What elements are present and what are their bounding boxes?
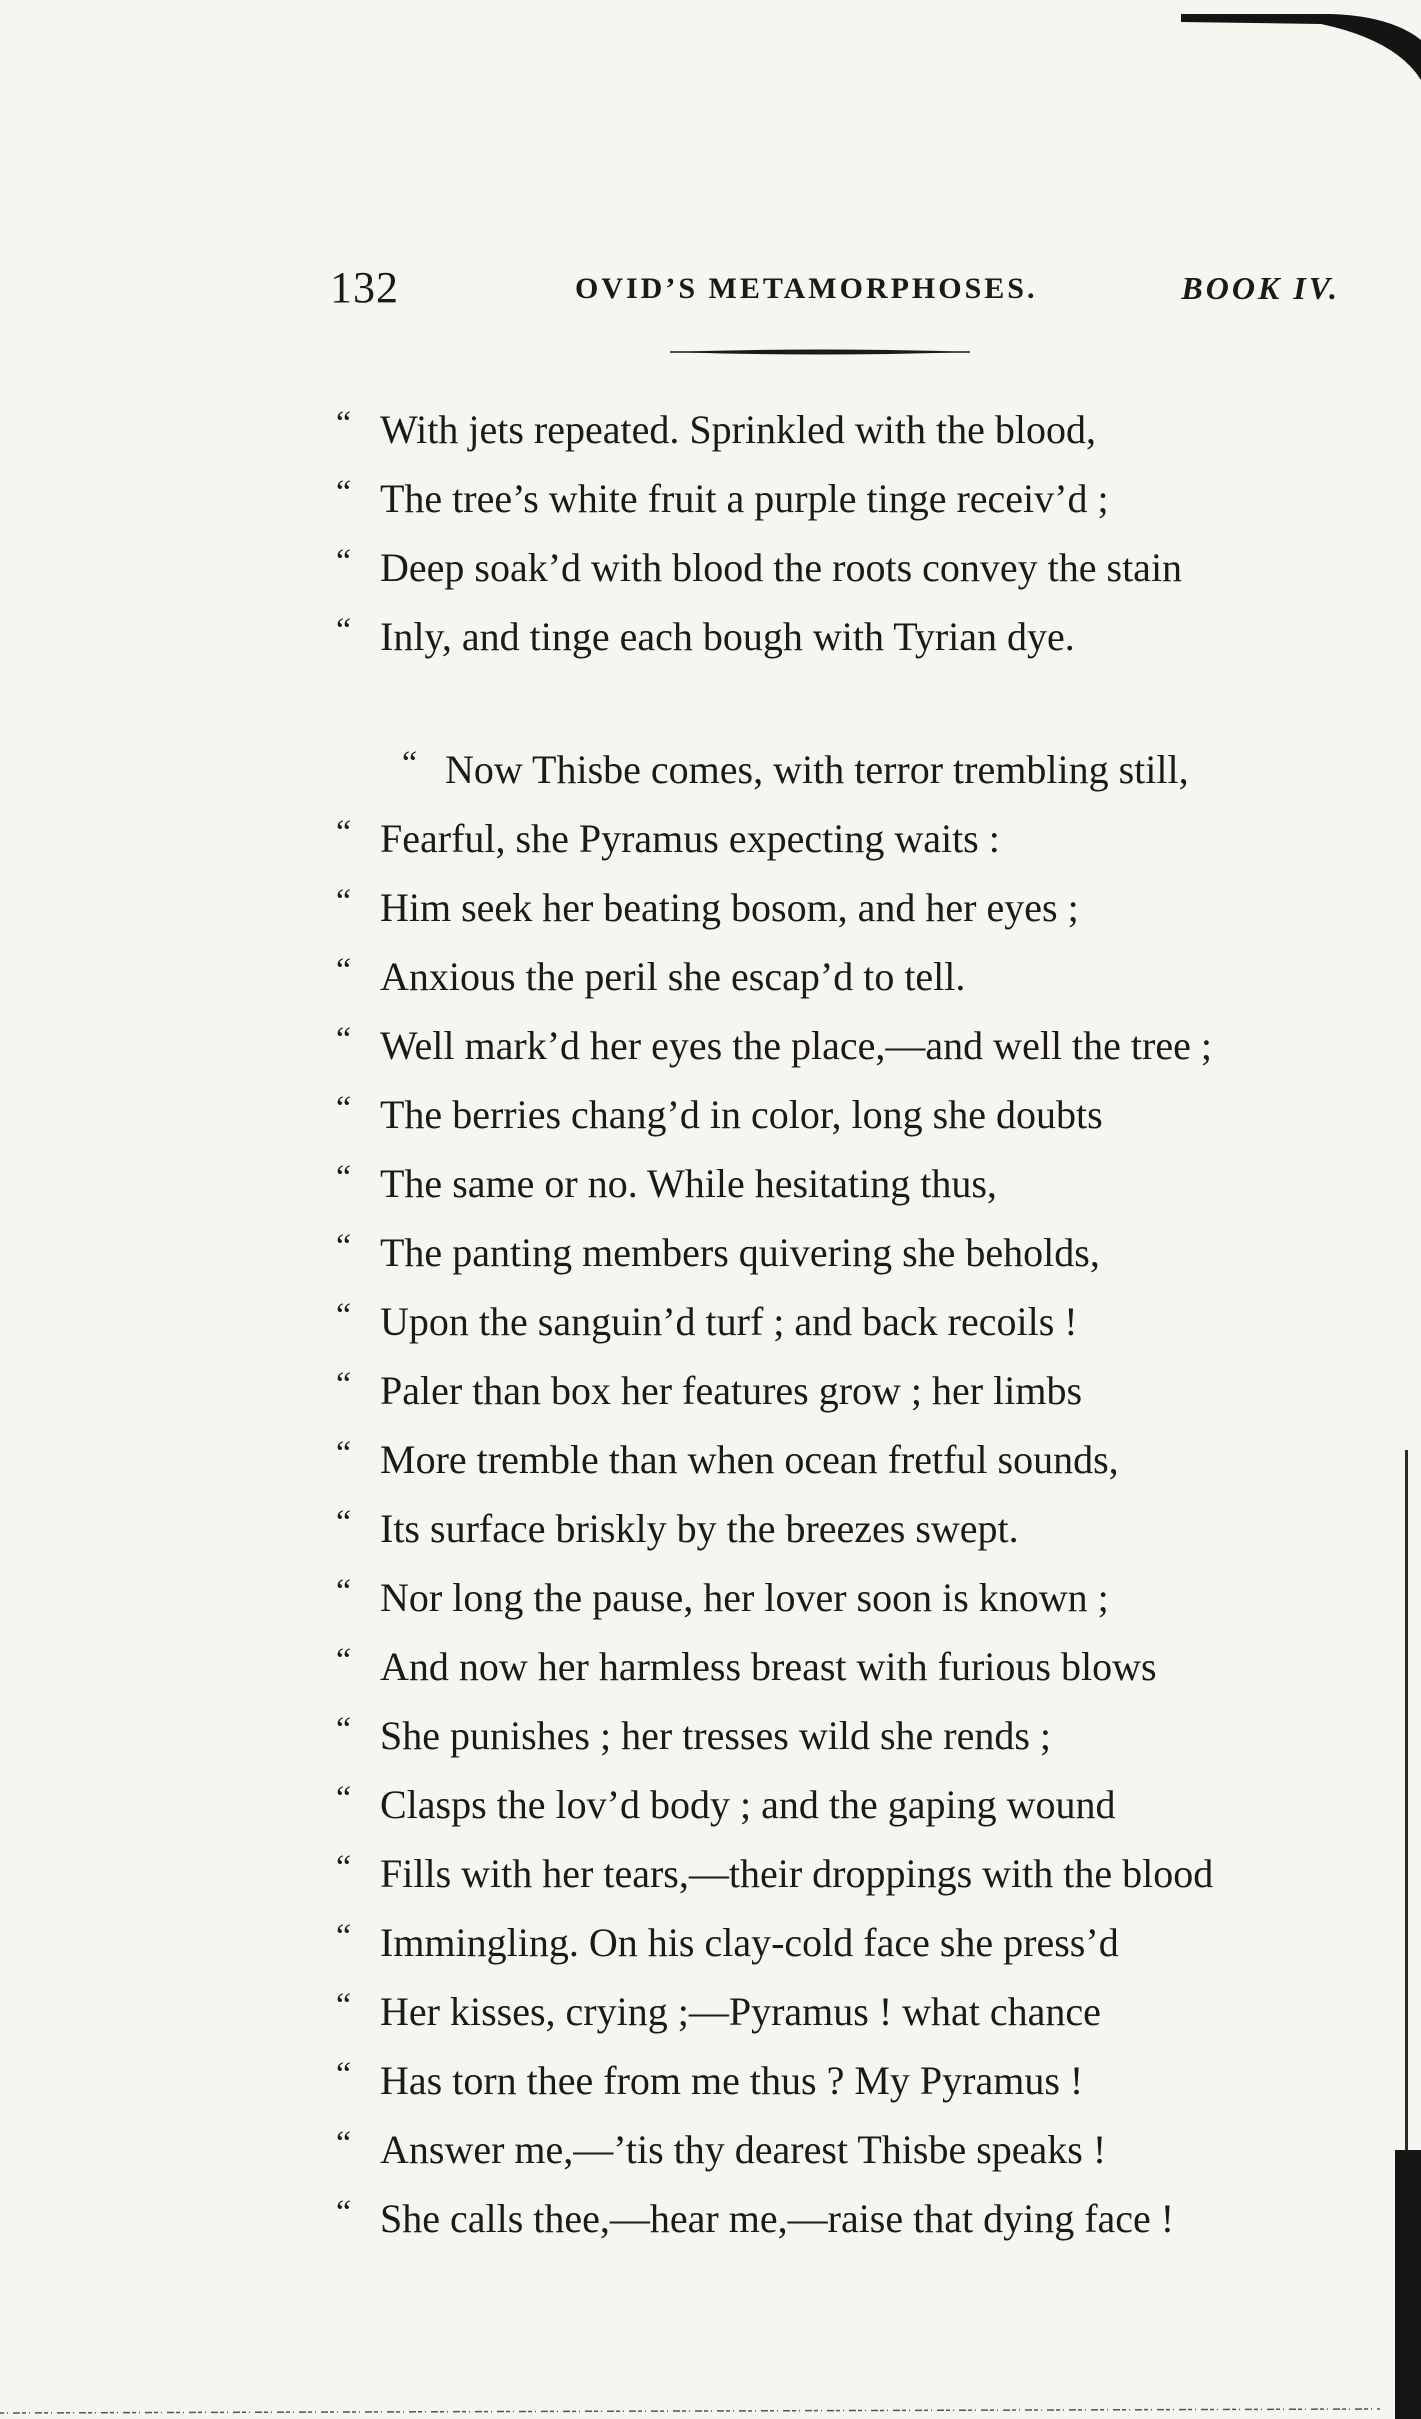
poem-line-text: Nor long the pause, her lover soon is known ; — [380, 1575, 1109, 1620]
poem-line-text: Anxious the peril she escap’d to tell. — [380, 954, 966, 999]
poem-line-text: The panting members quivering she beholds, — [380, 1230, 1100, 1275]
running-head — [330, 262, 1340, 322]
poem-line-text: Inly, and tinge each bough with Tyrian dye. — [380, 614, 1075, 659]
poem-line-text: Her kisses, crying ;—Pyramus ! what chance — [380, 1989, 1101, 2034]
header-rule — [670, 345, 970, 359]
poem-line-text: Paler than box her features grow ; her limbs — [380, 1368, 1083, 1413]
page-bottom-edge — [0, 2379, 1421, 2419]
poem-line — [330, 942, 1340, 1011]
poem-line-text: The same or no. While hesitating thus, — [380, 1161, 997, 1206]
quote-mark: “ — [336, 1021, 352, 1058]
quote-mark: “ — [336, 883, 352, 920]
quote-mark: “ — [336, 1918, 352, 1955]
stanza-one — [330, 395, 1340, 671]
quote-mark: “ — [336, 543, 352, 580]
poem-line — [330, 533, 1340, 602]
poem-line-text: Him seek her beating bosom, and her eyes ; — [380, 885, 1079, 930]
quote-mark: “ — [336, 1642, 352, 1679]
poem-line — [330, 1425, 1340, 1494]
poem-line-text: Has torn thee from me thus ? My Pyramus ! — [380, 2058, 1084, 2103]
poem-line — [330, 1908, 1340, 1977]
quote-mark: “ — [336, 1159, 352, 1196]
poem-line-text: More tremble than when ocean fretful sounds, — [380, 1437, 1119, 1482]
poem-line-text: The tree’s white fruit a purple tinge receiv’d ; — [380, 476, 1109, 521]
poem-line — [330, 804, 1340, 873]
poem-line — [330, 1563, 1340, 1632]
quote-mark: “ — [336, 405, 352, 442]
poem-line-text: The berries chang’d in color, long she doubts — [380, 1092, 1103, 1137]
poem-line — [330, 395, 1340, 464]
poem-line-text: Fearful, she Pyramus expecting waits : — [380, 816, 1000, 861]
poem-line-text: Immingling. On his clay-cold face she press’d — [380, 1920, 1119, 1965]
poem-line — [330, 2115, 1340, 2184]
book-number: BOOK IV. — [1181, 270, 1340, 306]
poem-line — [330, 1356, 1340, 1425]
poem-line — [330, 1701, 1340, 1770]
quote-mark: “ — [336, 952, 352, 989]
quote-mark: “ — [336, 1987, 352, 2024]
page-edge-shadow — [1381, 1450, 1421, 2419]
poem-line — [330, 1977, 1340, 2046]
poem-line — [330, 2184, 1340, 2253]
poem-line-text: Now Thisbe comes, with terror trembling still, — [445, 747, 1189, 792]
poem-line — [330, 1149, 1340, 1218]
poem-line-text: And now her harmless breast with furious blows — [380, 1644, 1157, 1689]
poem-line — [330, 1770, 1340, 1839]
book-title: OVID’S METAMORPHOSES. — [575, 272, 1038, 305]
poem-line-text: Well mark’d her eyes the place,—and well the tree ; — [380, 1023, 1212, 1068]
poem-line — [330, 1287, 1340, 1356]
page-number: 132 — [330, 263, 399, 312]
quote-mark: “ — [336, 1228, 352, 1265]
quote-mark: “ — [336, 1780, 352, 1817]
poem-line-text: With jets repeated. Sprinkled with the blood, — [380, 407, 1097, 452]
quote-mark: “ — [336, 1366, 352, 1403]
page-corner-shadow — [1181, 0, 1421, 80]
poem-line-text: Deep soak’d with blood the roots convey the stain — [380, 545, 1183, 590]
quote-mark: “ — [402, 745, 418, 782]
poem-line — [330, 1839, 1340, 1908]
quote-mark: “ — [336, 612, 352, 649]
poem-line-text: Clasps the lov’d body ; and the gaping wound — [380, 1782, 1116, 1827]
quote-mark: “ — [336, 814, 352, 851]
poem-line — [330, 1494, 1340, 1563]
quote-mark: “ — [336, 1849, 352, 1886]
quote-mark: “ — [336, 1297, 352, 1334]
poem-line-text: She calls thee,—hear me,—raise that dying face ! — [380, 2196, 1175, 2241]
poem-line-text: Answer me,—’tis thy dearest Thisbe speaks ! — [380, 2127, 1107, 2172]
quote-mark: “ — [336, 1573, 352, 1610]
poem-line — [330, 1632, 1340, 1701]
quote-mark: “ — [336, 1504, 352, 1541]
poem-line — [330, 873, 1340, 942]
quote-mark: “ — [336, 1090, 352, 1127]
quote-mark: “ — [336, 1711, 352, 1748]
stanza-gap — [330, 671, 1340, 735]
quote-mark: “ — [336, 474, 352, 511]
poem-line — [330, 464, 1340, 533]
poem-line — [330, 1011, 1340, 1080]
poem-line-text: She punishes ; her tresses wild she rends ; — [380, 1713, 1052, 1758]
quote-mark: “ — [336, 2056, 352, 2093]
quote-mark: “ — [336, 1435, 352, 1472]
quote-mark: “ — [336, 2125, 352, 2162]
poem-text — [330, 395, 1340, 2253]
poem-line-text: Fills with her tears,—their droppings with the blood — [380, 1851, 1214, 1896]
poem-line — [330, 1218, 1340, 1287]
poem-line — [330, 602, 1340, 671]
poem-line-text: Its surface briskly by the breezes swept. — [380, 1506, 1019, 1551]
poem-line-text: Upon the sanguin’d turf ; and back recoils ! — [380, 1299, 1078, 1344]
poem-line — [330, 735, 1340, 804]
poem-line — [330, 1080, 1340, 1149]
poem-line — [330, 2046, 1340, 2115]
stanza-two — [330, 735, 1340, 2253]
quote-mark: “ — [336, 2194, 352, 2231]
